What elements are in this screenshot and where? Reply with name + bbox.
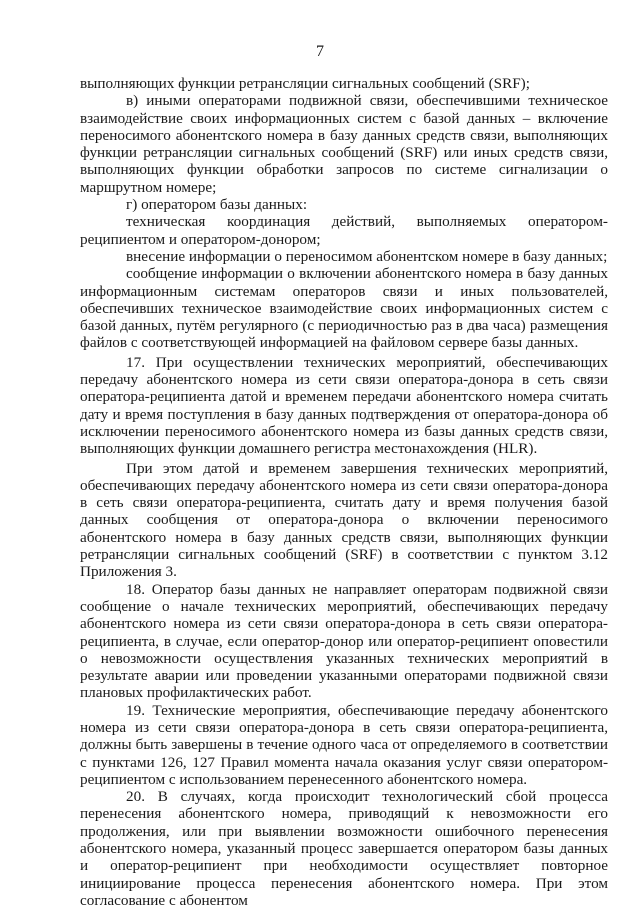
paragraph-srf-continuation: выполняющих функции ретрансляции сигнальных сообщений (SRF); bbox=[80, 75, 530, 92]
paragraph-clause-17: 17. При осуществлении технических мероприятий, обеспечивающих передачу абонентского номера из сети связи оператора-донора в сеть связи оператора-реципиента датой и временем передачи абонентского номера считать дату и время поступления в базу данных подтверждения от оператора-донора об исключении переносимого абонентского номера из базы данных средств связи, выполняющих функции домашнего регистра местонахождения (HLR). bbox=[80, 353, 608, 458]
paragraph-information-message: сообщение информации о включении абонентского номера в базу данных информационным системам операторов связи и иных пользователей, обеспечивших техническое взаимодействие своих информационных систем с базой данных, путём регулярного (с периодичностью раз в два часа) размещения файлов с соответствующей информацией на файловом сервере базы данных. bbox=[80, 265, 608, 352]
paragraph-clause-17-completion: При этом датой и временем завершения технических мероприятий, обеспечивающих передачу абонентского номера из сети связи оператора-донора в сеть связи оператора-реципиента, считать дату и время получения базой данных сообщения от оператора-донора о включении переносимого абонентского номера в базу данных средств связи, выполняющих функции ретрансляции сигнальных сообщений (SRF) в соответствии с пунктом 3.12 Приложения 3. bbox=[80, 459, 608, 581]
paragraph-clause-20: 20. В случаях, когда происходит технологический сбой процесса перенесения абонентского номера, приводящий к невозможности его продолжения, или при выявлении возможности ошибочного перенесения абонентского номера, указанный процесс завершается оператором базы данных и оператор-реципиент при необходимости осуществляет повторное инициирование процесса перенесения абонентского номера. При этом согласование с абонентом bbox=[80, 788, 608, 909]
paragraph-clause-19: 19. Технические мероприятия, обеспечивающие передачу абонентского номера из сети связи оператора-донора в сеть связи оператора-реципиента, должны быть завершены в течение одного часа от определяемого в соответствии с пунктами 126, 127 Правил момента начала оказания услуг связи оператором-реципиентом с использованием перенесенного абонентского номера. bbox=[80, 701, 608, 788]
paragraph-item-v: в) иными операторами подвижной связи, обеспечившими техническое взаимодействие своих информационных систем с базой данных – включение переносимого абонентского номера в базу данных средств связи, выполняющих функции ретрансляции сигнальных сообщений (SRF) или иных средств связи, выполняющих функции обработки запросов по системе сигнализации о маршрутном номере; bbox=[80, 92, 608, 196]
paragraph-clause-18: 18. Оператор базы данных не направляет операторам подвижной связи сообщение о начале технических мероприятий, обеспечивающих передачу абонентского номера из сети связи оператора-донора в сеть связи оператора-реципиента, в случае, если оператор-донор или оператор-реципиент оповестили о невозможности осуществления указанных технических мероприятий в результате аварии или проведении указанными операторами подвижной связи плановых профилактических работ. bbox=[80, 580, 608, 702]
page-number: 7 bbox=[316, 43, 324, 60]
paragraph-data-entry: внесение информации о переносимом абонентском номере в базу данных; bbox=[126, 247, 608, 265]
paragraph-item-g: г) оператором базы данных: bbox=[126, 196, 308, 214]
document-body bbox=[80, 75, 608, 909]
paragraph-technical-coordination: техническая координация действий, выполняемых оператором-реципиентом и оператором-донором; bbox=[80, 213, 608, 248]
